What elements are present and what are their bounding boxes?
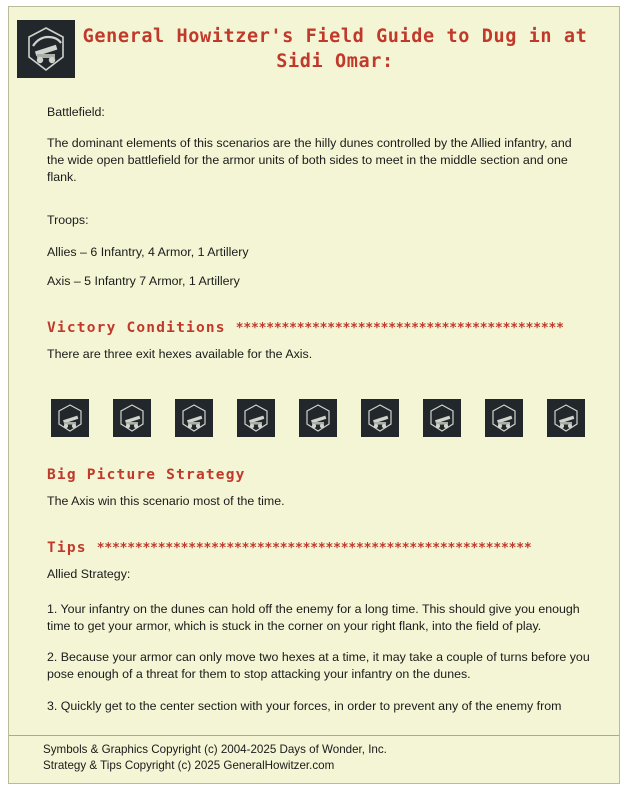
document-content xyxy=(9,78,619,715)
victory-conditions-heading xyxy=(47,320,591,336)
footer-copyright-symbols: Symbols & Graphics Copyright (c) 2004-2025 Days of Wonder, Inc. xyxy=(43,743,387,757)
footer xyxy=(9,735,619,783)
unit-icon-strip xyxy=(47,399,591,437)
unit-badge-icon xyxy=(547,399,585,437)
title-wrapper xyxy=(81,15,619,75)
victory-conditions-label: Victory Conditions xyxy=(47,319,226,336)
unit-badge-icon xyxy=(237,399,275,437)
tips-heading xyxy=(47,540,591,556)
tip-item: 2. Because your armor can only move two hexes at a time, it may take a couple of turns before you pose enough of a threat for them to stop attacking your infantry on the dunes. xyxy=(47,650,590,682)
victory-conditions-body: There are three exit hexes available for the Axis. xyxy=(47,346,313,361)
battlefield-heading: Battlefield: xyxy=(47,105,105,119)
unit-badge-icon xyxy=(51,399,89,437)
unit-badge-icon xyxy=(485,399,523,437)
footer-copyright-strategy: Strategy & Tips Copyright (c) 2025 GeneralHowitzer.com xyxy=(43,758,335,772)
unit-badge-icon xyxy=(361,399,399,437)
tip-item: 3. Quickly get to the center section with your forces, in order to prevent any of the enemy from xyxy=(47,698,562,713)
unit-badge-icon xyxy=(299,399,337,437)
tips-label: Tips xyxy=(47,539,87,556)
unit-badge-icon xyxy=(423,399,461,437)
big-picture-body: The Axis win this scenario most of the time. xyxy=(47,493,285,508)
document-header xyxy=(9,7,619,78)
tips-stars: ********************************************************* xyxy=(96,540,532,556)
victory-conditions-stars: ******************************************* xyxy=(235,320,564,336)
document-body xyxy=(8,6,620,784)
unit-badge-icon xyxy=(175,399,213,437)
troops-heading: Troops: xyxy=(47,213,89,228)
troops-axis: Axis – 5 Infantry 7 Armor, 1 Artillery xyxy=(47,273,240,288)
howitzer-crest-icon xyxy=(17,20,75,78)
unit-badge-icon xyxy=(113,399,151,437)
troops-allies: Allies – 6 Infantry, 4 Armor, 1 Artillery xyxy=(47,244,249,259)
tip-item: 1. Your infantry on the dunes can hold off the enemy for a long time. This should give you enough time to get your armor, which is stuck in the corner on your right flank, into the field of play. xyxy=(47,602,580,634)
big-picture-label: Big Picture Strategy xyxy=(47,466,246,483)
page-title: General Howitzer's Field Guide to Dug in at Sidi Omar: xyxy=(82,26,588,72)
battlefield-body: The dominant elements of this scenarios are the hilly dunes controlled by the Allied infantry, and the wide open battlefield for the armor units of both sides to meet in the middle section and one flank. xyxy=(47,136,572,185)
allied-strategy-subheading: Allied Strategy: xyxy=(47,566,131,581)
big-picture-heading xyxy=(47,467,591,483)
